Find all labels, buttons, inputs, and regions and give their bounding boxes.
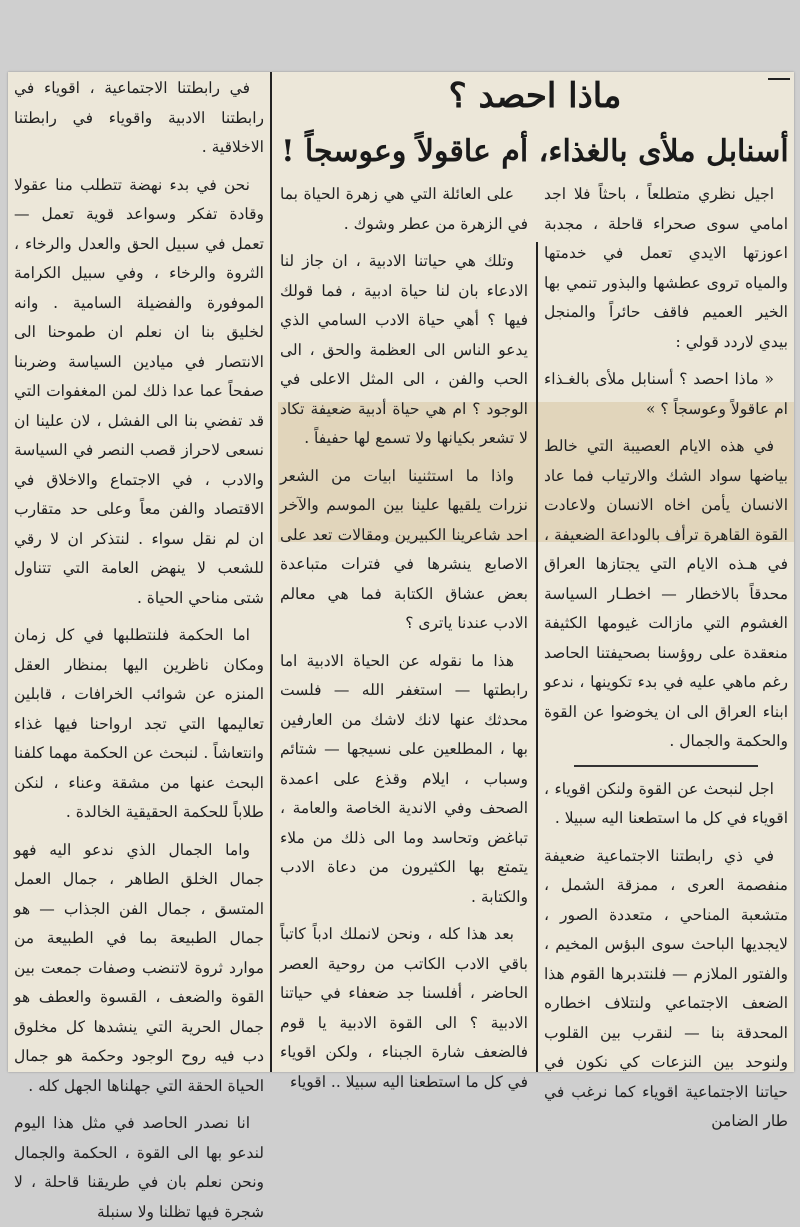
article-title: ماذا احصد ؟ [448,76,622,116]
paragraph: نحن في بدء نهضة تتطلب منا عقولا وقادة تفكر وسواعد قوية تعمل — تعمل في سبيل الحق والعدل والرخاء ، الثروة والرخاء ، وفي سبيل الكرامة الموفورة والفضيلة السامية . وانه لخليق بنا ان نعلم ان طموحنا الى الانتصار في ميادين السياسة وضربنا صفحاً عما عدا ذلك لمن المغفوات التي قد تفضي بنا الى الفشل ، لان علينا ان نسعى لاحراز قصب النصر في السياسة والادب ، في الاجتماع والاخلاق في الاقتصاد والفن معاً وعلى حد متقارب ان لم نقل سواء . لنتذكر ان لا رقي للشعب لا ينهض العامة التي تتناول شتى مناحي الحياة . [14,175,264,607]
paragraph: انا نصدر الحاصد في مثل هذا اليوم لندعو بها الى القوة ، الحكمة والجمال ونحن نعلم بان في طريقنا قاحلة ، لا شجرة فيها تظلنا ولا سنبلة [14,1114,264,1221]
column-middle [280,180,528,1091]
paragraph: في ذي رابطتنا الاجتماعية ضعيفة منفصمة العرى ، ممزقة الشمل ، متشعبة المناحي ، متعددة الصور ، لايجديها الباحث سوى البؤس المخيم ، والفتور الملازم — فلنتدبرها القوم هذا الضعف الاجتماعي ولنتلاف اخطاره المحدقة بنا — لنقرب بين القلوب ولنوحد بين النزعات كي نكون في حياتنا الاجتماعية اقوياء كما نرغب في طار الضامن [544,846,788,1130]
column-left [14,74,264,1221]
paragraph: اجل لنبحث عن القوة ولنكن اقوياء ، اقوياء في كل ما استطعنا اليه سبيلا . [544,779,788,827]
column-rule-right [536,242,538,1072]
paragraph: في هذه الايام العصيبة التي خالط بياضها سواد الشك والارتياب فما عاد الانسان يأمن اخاه الانسان ولاعادت القوة القاهرة ترأف بالوداعة الضعيفة ، في هـذه الايام التي يجتازها العراق محدقاً بالاخطار — اخطـار السياسة الغشوم التي مازالت غيومها الكثيفة منعقدة على روؤسنا بصحيفتنا الحاصد رغم ماهي عليه في بدء تكوينها ، ندعو ابناء العراق الى ان يخوضوا عن القوة والحكمة والجمال . [544,437,788,750]
paragraph: على العائلة التي هي زهرة الحياة بما في الزهرة من عطر وشوك . [280,185,528,233]
column-right [544,180,788,1130]
paragraph: « ماذا احصد ؟ أسنابل ملأى بالغـذاء ام عاقولاً وعوسجاً ؟ » [544,370,788,418]
column-rule-left [270,72,272,1072]
separator-rule [574,765,758,767]
paragraph: اما الحكمة فلنتطلبها في كل زمان ومكان ناظرين اليها بمنظار العقل المنزه عن شوائب الخرافات ، قابلين تعاليمها التي تجد ارواحنا فيها غذاء وانتعاشاً . لنبحث عن الحكمة مهما كلفنا البحث عنها من مشقة وعناء ، لنكن طلاباً للحكمة الحقيقية الخالدة . [14,626,264,821]
newspaper-page [8,72,794,1221]
paragraph: واما الجمال الذي ندعو اليه فهو جمال الخلق الطاهر ، جمال العمل المتسق ، جمال الفن الجذاب — هو جمال الطبيعة بما في الطبيعة من موارد ثروة لاتنضب وصفات جمعت بين القوة والضعف ، القسوة والعطف هو جمال الحرية التي ينشدها كل مخلوق دب فيه روح الوجود وحكمة هو جمال الحياة الحقة التي جهلناها الجهل كله . [14,840,264,1095]
article-subtitle: أسنابل ملأى بالغذاء، أم عاقولاً وعوسجاً ! [281,134,789,169]
paragraph: واذا ما استثنينا ابيات من الشعر نزرات يلقيها علينا بين الموسم والآخر احد شاعرينا الكبيرين ومقالات تعد على الاصابع ينشرها في فترات متباعدة بعض عشاق الكتابة فما هي معالم الادب عندنا ياترى ؟ [280,466,528,632]
paragraph: هذا ما نقوله عن الحياة الادبية اما رابطتها — استغفر الله — فلست محدثك عنها لانك لاشك من العارفين بها ، المطلعين على نسيجها — شتائم وسباب ، ايلام وقذع على اعمدة الصحف وفي الاندية الخاصة والعامة ، تباغض وتحاسد وما الى ذلك من ملاء يتمتع بها الكثيرون من دعاة الادب والكتابة . [280,651,528,906]
paragraph: اجيل نظري متطلعاً ، باحثاً فلا اجد امامي سوى صحراء قاحلة ، مجدبة اعوزتها الايدي تعمل في خدمتها والمياه تروى عطشها والبذور تنمي بها الخير العميم فاقف حائراً والمنجل بيدي لاردد قولي : [544,185,788,351]
paragraph: بعد هذا كله ، ونحن لانملك ادباً كاتباً باقي الادب الكاتب من روحية العصر الحاضر ، أفلسنا جد ضعفاء في حياتنا الادبية ؟ الى القوة الادبية يا قوم فالضعف شارة الجبناء ، ولكن اقوياء في كل ما استطعنا اليه سبيلا .. اقوياء [280,925,528,1091]
paragraph: في رابطتنا الاجتماعية ، اقوياء في رابطتنا الادبية واقوياء في رابطتنا الاخلاقية . [14,79,264,156]
paragraph: وتلك هي حياتنا الادبية ، ان جاز لنا الادعاء بان لنا حياة ادبية ، فما قولك فيها ؟ أهي حياة الادب السامي الذي يدعو الناس الى العظمة والحق ، الى الحب والفن ، الى المثل الاعلى في الوجود ؟ ام هي حياة أدبية ضعيفة تكاد لا تشعر بكيانها ولا تسمع لها حفيفاً . [280,252,528,447]
